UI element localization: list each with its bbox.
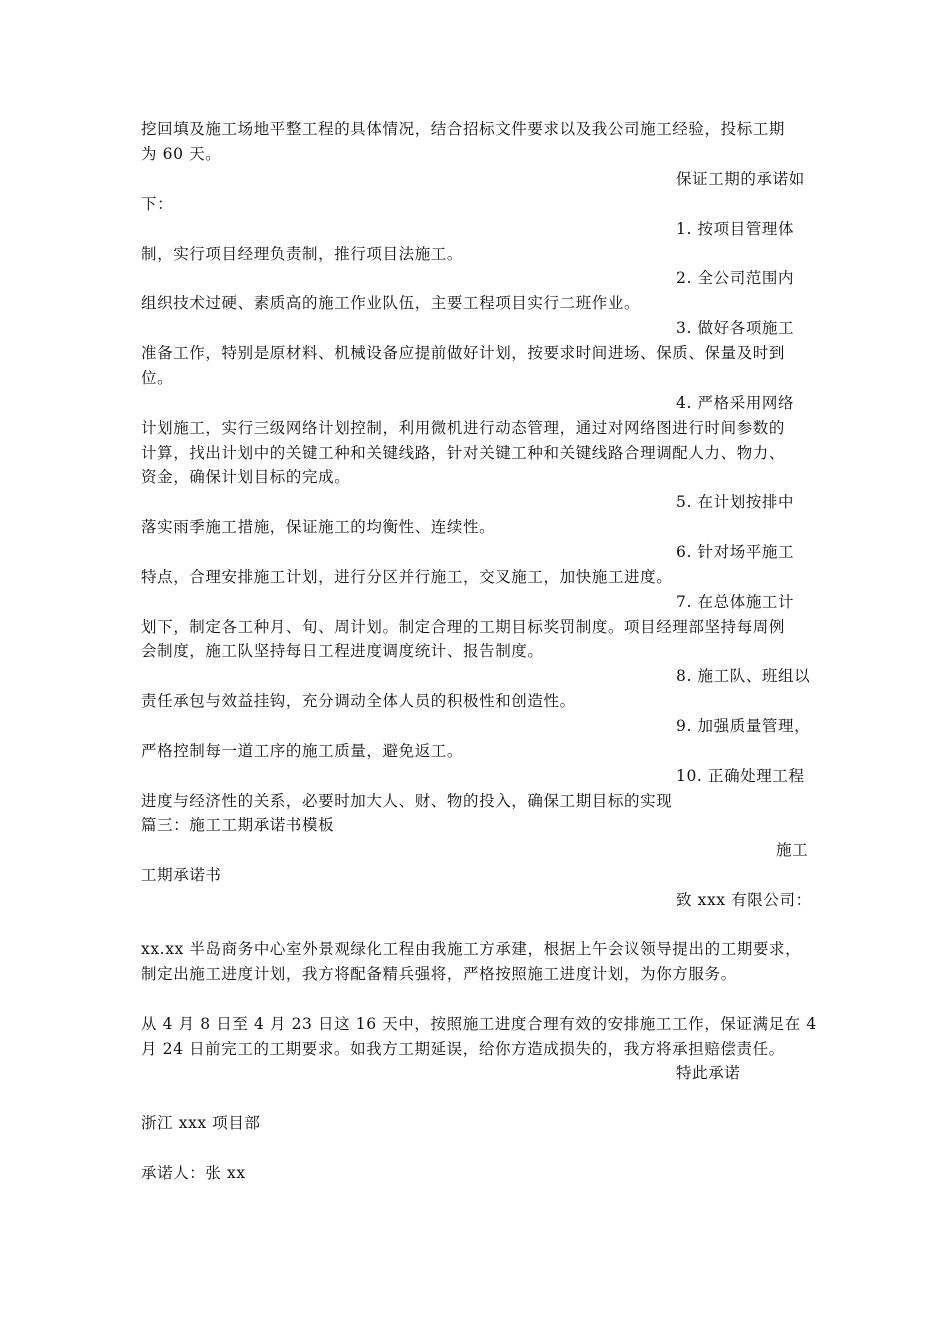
body-text-line: 进度与经济性的关系，必要时加大人、财、物的投入，确保工期目标的实现 xyxy=(141,792,673,810)
list-item-number: 6. 针对场平施工 xyxy=(676,543,795,561)
body-text-line: 挖回填及施工场地平整工程的具体情况，结合招标文件要求以及我公司施工经验，投标工期 xyxy=(141,120,786,138)
list-item-number: 4. 严格采用网络 xyxy=(676,394,795,412)
signatory: 承诺人：张 xx xyxy=(141,1164,246,1182)
body-text-line: 资金，确保计划目标的完成。 xyxy=(141,468,351,486)
list-item-number: 3. 做好各项施工 xyxy=(676,319,795,337)
body-text-line: 落实雨季施工措施，保证施工的均衡性、连续性。 xyxy=(141,518,496,536)
body-text-line: 从 4 月 8 日至 4 月 23 日这 16 天中，按照施工进度合理有效的安排施工工作，保证满足在 4 xyxy=(141,1015,817,1033)
body-text-line: 制定出施工进度计划，我方将配备精兵强将，严格按照施工进度计划，为你方服务。 xyxy=(141,965,737,983)
body-text-line: 组织技术过硬、素质高的施工作业队伍，主要工程项目实行二班作业。 xyxy=(141,294,641,312)
body-text-line: 位。 xyxy=(141,369,174,387)
body-text-line: 保证工期的承诺如 xyxy=(676,170,805,188)
body-text-line: 会制度，施工队坚持每日工程进度调度统计、报告制度。 xyxy=(141,642,544,660)
addressee: 致 xxx 有限公司： xyxy=(676,891,812,909)
body-text-line: 为 60 天。 xyxy=(141,145,222,163)
list-item-number: 8. 施工队、班组以 xyxy=(676,667,811,685)
document-title-part: 施工 xyxy=(776,841,809,859)
document-title-part: 工期承诺书 xyxy=(141,866,222,884)
body-text-line: 计算，找出计划中的关键工种和关键线路，针对关键工种和关键线路合理调配人力、物力、 xyxy=(141,444,786,462)
body-text-line: 下： xyxy=(141,195,174,213)
body-text-line: 制，实行项目经理负责制，推行项目法施工。 xyxy=(141,245,464,263)
list-item-number: 9. 加强质量管理， xyxy=(676,717,811,735)
list-item-number: 1. 按项目管理体 xyxy=(676,220,795,238)
list-item-number: 10. 正确处理工程 xyxy=(676,767,805,785)
body-text-line: xx.xx 半岛商务中心室外景观绿化工程由我施工方承建，根据上午会议领导提出的工期要求， xyxy=(141,940,802,958)
body-text-line: 划下，制定各工种月、旬、周计划。制定合理的工期目标奖罚制度。项目经理部坚持每周例 xyxy=(141,618,786,636)
body-text-line: 计划施工，实行三级网络计划控制，利用微机进行动态管理，通过对网络图进行时间参数的 xyxy=(141,419,786,437)
body-text-line: 特点，合理安排施工计划，进行分区并行施工，交叉施工，加快施工进度。 xyxy=(141,568,673,586)
signature-org: 浙江 xxx 项目部 xyxy=(141,1114,261,1132)
list-item-number: 5. 在计划按排中 xyxy=(676,493,795,511)
body-text-line: 责任承包与效益挂钩，充分调动全体人员的积极性和创造性。 xyxy=(141,692,576,710)
body-text-line: 月 24 日前完工的工期要求。如我方工期延误，给你方造成损失的，我方将承担赔偿责任。 xyxy=(141,1040,785,1058)
closing-text: 特此承诺 xyxy=(676,1064,741,1082)
body-text-line: 准备工作，特别是原材料、机械设备应提前做好计划，按要求时间进场、保质、保量及时到 xyxy=(141,344,786,362)
section-heading: 篇三：施工工期承诺书模板 xyxy=(141,816,335,834)
list-item-number: 2. 全公司范围内 xyxy=(676,269,795,287)
body-text-line: 严格控制每一道工序的施工质量，避免返工。 xyxy=(141,742,464,760)
list-item-number: 7. 在总体施工计 xyxy=(676,593,795,611)
